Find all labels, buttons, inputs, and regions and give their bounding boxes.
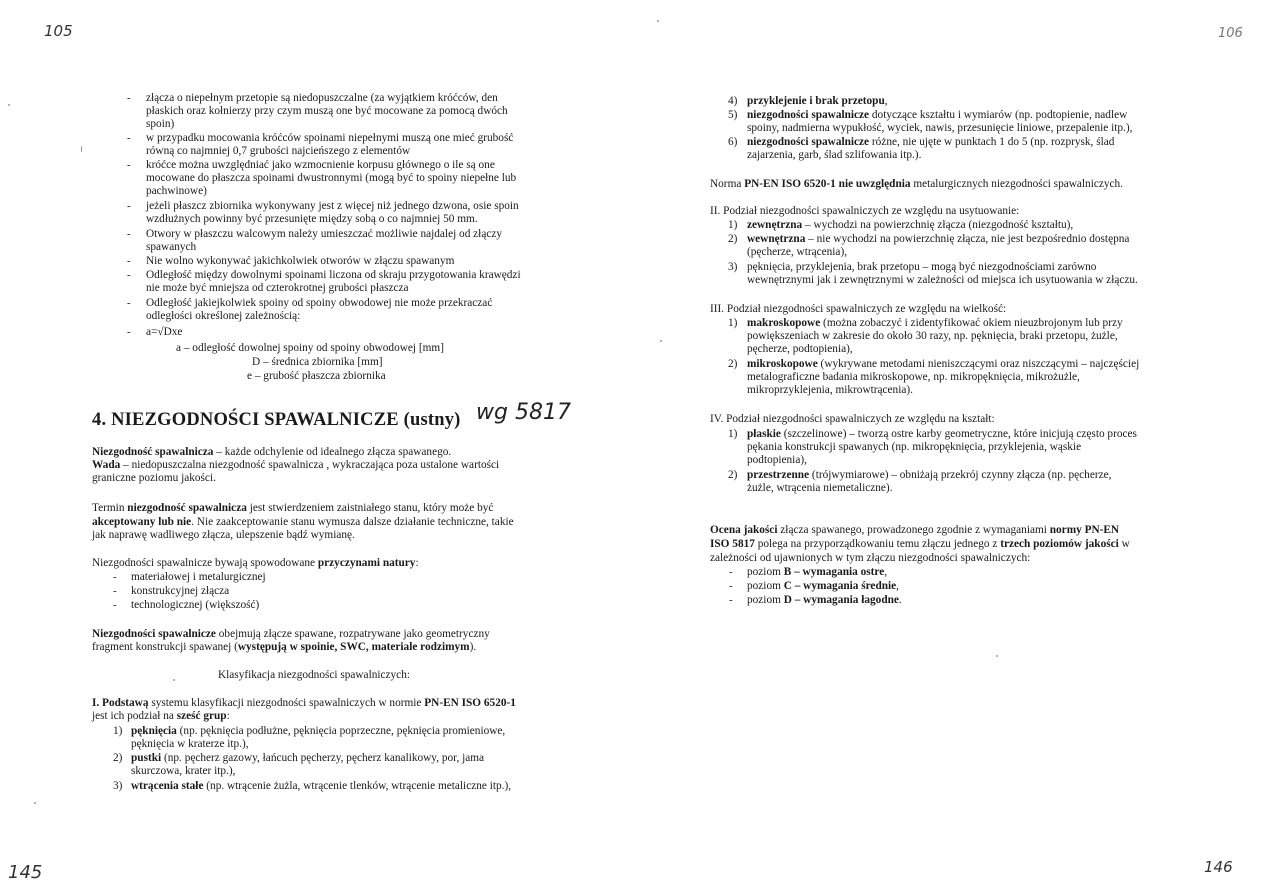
item-number: 2) — [728, 233, 738, 245]
page-number-bottom-left: 145 — [8, 862, 43, 883]
group-item-cont: zajarzenia, garb, ślad szlifowania itp.). — [747, 149, 922, 161]
cause-item: technologicznej (większość) — [131, 599, 260, 611]
classification-basis: I. Podstawą systemu klasyfikacji niezgodności spawalniczych w normie PN-EN ISO 6520-1 — [92, 697, 516, 709]
formula-legend: D – średnica zbiornika [mm] — [252, 356, 383, 368]
location-item-cont: wewnętrznymi jak i zewnętrznymi w zależności od miejsca ich usytuowania w złączu. — [747, 274, 1138, 286]
item-number: 1) — [728, 428, 738, 440]
bullet-dash: - — [127, 228, 131, 240]
term-paragraph: jak naprawę wadliwego złącza, ulepszenie bądź wymianę. — [92, 529, 355, 541]
location-item-cont: (pęcherze, wtrącenia), — [747, 246, 848, 258]
size-item-cont: pęcherze, podtopienia), — [747, 343, 853, 355]
group-number: 1) — [113, 725, 123, 737]
page-number-top-left: 105 — [44, 22, 73, 40]
bullet-text: spawanych — [146, 241, 197, 253]
bullet-dash: - — [127, 297, 131, 309]
shape-item: płaskie (szczelinowe) – tworzą ostre karby geometryczne, które inicjują często proces — [747, 428, 1137, 440]
page-number-bottom-right: 146 — [1204, 858, 1233, 876]
bullet-text: Nie wolno wykonywać jakichkolwiek otworów w złączu spawanym — [146, 255, 455, 267]
group-number: 4) — [728, 95, 738, 107]
definition-defect: Wada – niedopuszczalna niezgodność spawalnicza , wykraczająca poza ustalone wartości — [92, 459, 500, 471]
group-item: wtrącenia stałe (np. wtrącenie żużla, wtrącenie tlenków, wtrącenie metaliczne itp.), — [131, 780, 512, 792]
size-item: mikroskopowe (wykrywane metodami nieniszczącymi oraz niszczącymi – najczęściej — [747, 358, 1140, 370]
scope-paragraph: fragment konstrukcji spawanej (występują w spoinie, SWC, materiale rodzimym). — [92, 641, 477, 653]
group-item: niezgodności spawalnicze dotyczące kształtu i wymiarów (np. podtopienie, nadlew — [747, 109, 1128, 121]
bullet-text: jeżeli płaszcz zbiornika wykonywany jest z więcej niż jednego dzwona, osie spoin — [146, 200, 519, 212]
shape-item-cont: pękania konstrukcji spawanych (np. mikropęknięcia, przyklejenia, wąskie — [747, 441, 1082, 453]
group-item: przyklejenie i brak przetopu, — [747, 95, 888, 107]
location-item: wewnętrzna – nie wychodzi na powierzchnię złącza, nie jest bezpośrednio dostępna — [747, 233, 1130, 245]
section-title-size: III. Podział niezgodności spawalniczych ze względu na wielkość: — [710, 303, 1007, 315]
section-heading: 4. NIEZGODNOŚCI SPAWALNICZE (ustny) — [92, 410, 461, 430]
bullet-text: spoin) — [146, 118, 175, 130]
classification-basis: jest ich podział na sześć grup: — [92, 710, 230, 722]
group-number: 5) — [728, 109, 738, 121]
group-item-cont: spoiny, nadmierna wypukłość, wyciek, nawis, przesunięcie liniowe, przepalenie itp.), — [747, 122, 1133, 134]
quality-paragraph: zależności od ujawnionych w tym złączu niezgodności spawalniczych: — [710, 552, 1031, 564]
bullet-text: Otwory w płaszczu walcowym należy umieszczać możliwie najdalej od złączy — [146, 228, 503, 240]
term-paragraph: akceptowany lub nie. Nie zaakceptowanie stanu wymusza dalsze działanie techniczne, takie — [92, 516, 514, 528]
formula-legend: a – odległość dowolnej spoiny od spoiny obwodowej [mm] — [176, 342, 444, 354]
quality-paragraph: ISO 5817 polega na przyporządkowaniu temu złączu jednego z trzech poziomów jakości w — [710, 538, 1130, 550]
group-item-cont: skurczowa, krater itp.), — [131, 765, 236, 777]
size-item-cont: mikroprzyklejenia, mikrowtrącenia). — [747, 384, 913, 396]
bullet-dash: - — [127, 269, 131, 281]
size-item: makroskopowe (można zobaczyć i zidentyfikować okiem nieuzbrojonym lub przy — [747, 317, 1123, 329]
formula-legend: e – grubość płaszcza zbiornika — [247, 370, 386, 382]
bullet-text: równą co najmniej 0,7 grubości najcieńszego z elementów — [146, 145, 411, 157]
bullet-dash: - — [113, 599, 117, 611]
bullet-text: wzdłużnych powinny być przesunięte między sobą o co najmniej 50 mm. — [146, 213, 478, 225]
quality-paragraph: Ocena jakości złącza spawanego, prowadzonego zgodnie z wymaganiami normy PN-EN — [710, 524, 1120, 536]
section-title-shape: IV. Podział niezgodności spawalniczych ze względu na kształt: — [710, 413, 995, 425]
bullet-dash: - — [127, 200, 131, 212]
shape-item-cont: podtopienia), — [747, 454, 807, 466]
cause-item: materiałowej i metalurgicznej — [131, 571, 266, 583]
page-number-top-right: 106 — [1218, 26, 1243, 41]
bullet-text: nie może być mniejsza od czterokrotnej grubości płaszcza — [146, 282, 409, 294]
item-number: 3) — [728, 261, 738, 273]
shape-item-cont: żużle, wtrącenia niemetaliczne). — [747, 482, 893, 494]
bullet-text: Odległość między dowolnymi spoinami liczona od skraju przygotowania krawędzi — [146, 269, 521, 281]
scope-paragraph: Niezgodności spawalnicze obejmują złącze spawane, rozpatrywane jako geometryczny — [92, 628, 490, 640]
term-paragraph: Termin niezgodność spawalnicza jest stwierdzeniem zaistniałego stanu, który może być — [92, 502, 494, 514]
group-number: 2) — [113, 752, 123, 764]
group-item-cont: pęknięcia w kraterze itp.), — [131, 738, 249, 750]
group-number: 3) — [113, 780, 123, 792]
group-item: niezgodności spawalnicze różne, nie ujęte w punktach 1 do 5 (np. rozprysk, ślad — [747, 136, 1115, 148]
cause-item: konstrukcyjnej złącza — [131, 585, 230, 597]
bullet-dash: - — [127, 92, 131, 104]
quality-level: poziom D – wymagania łagodne. — [747, 594, 902, 606]
bullet-dash: - — [113, 585, 117, 597]
causes-intro: Niezgodności spawalnicze bywają spowodowane przyczynami natury: — [92, 557, 419, 569]
definition-nonconformity: Niezgodność spawalnicza – każde odchylenie od idealnego złącza spawanego. — [92, 446, 452, 458]
handwritten-note: wg 5817 — [476, 400, 571, 425]
location-item: pęknięcia, przyklejenia, brak przetopu – mogą być niezgodnościami zarówno — [747, 261, 1097, 273]
bullet-text: mocowane do płaszcza spoinami dwustronnymi (mogą być to spoiny niepełne lub — [146, 172, 517, 184]
size-item-cont: powiększeniach w zakresie do około 30 razy, np. pęknięcia, braki przetopu, żużle, — [747, 330, 1118, 342]
bullet-text: odległości określonej zależnością: — [146, 310, 301, 322]
bullet-text: w przypadku mocowania króćców spoinami niepełnymi muszą one mieć grubość — [146, 132, 514, 144]
bullet-dash: - — [127, 132, 131, 144]
classification-title: Klasyfikacja niezgodności spawalniczych: — [218, 669, 410, 681]
shape-item: przestrzenne (trójwymiarowe) – obniżają przekrój czynny złącza (np. pęcherze, — [747, 469, 1112, 481]
bullet-text: króćce można uwzględniać jako wzmocnienie korpusu głównego o ile są one — [146, 159, 495, 171]
group-item: pęknięcia (np. pęknięcia podłużne, pęknięcia poprzeczne, pęknięcia promieniowe, — [131, 725, 506, 737]
quality-level: poziom B – wymagania ostre, — [747, 566, 888, 578]
location-item: zewnętrzna – wychodzi na powierzchnię złącza (niezgodność kształtu), — [747, 219, 1074, 231]
bullet-dash: - — [729, 594, 733, 606]
item-number: 2) — [728, 358, 738, 370]
bullet-dash: - — [127, 255, 131, 267]
bullet-dash: - — [729, 566, 733, 578]
norm-note: Norma PN-EN ISO 6520-1 nie uwzględnia metalurgicznych niezgodności spawalniczych. — [710, 178, 1124, 190]
item-number: 1) — [728, 219, 738, 231]
bullet-text: płaskich oraz kołnierzy przy czym muszą one być mocowane za pomocą dwóch — [146, 105, 508, 117]
size-item-cont: metalograficzne badania mikroskopowe, np. mikropęknięcia, mikrożużle, — [747, 371, 1080, 383]
section-title-location: II. Podział niezgodności spawalniczych ze względu na usytuowanie: — [710, 205, 1020, 217]
group-number: 6) — [728, 136, 738, 148]
item-number: 2) — [728, 469, 738, 481]
definition-defect-cont: graniczne poziomu jakości. — [92, 472, 216, 484]
quality-level: poziom C – wymagania średnie, — [747, 580, 899, 592]
bullet-text: złącza o niepełnym przetopie są niedopuszczalne (za wyjątkiem króćców, den — [146, 92, 498, 104]
item-number: 1) — [728, 317, 738, 329]
bullet-dash: - — [127, 159, 131, 171]
bullet-dash: - — [127, 326, 131, 338]
bullet-text: Odległość jakiejkolwiek spoiny od spoiny obwodowej nie może przekraczać — [146, 297, 493, 309]
bullet-dash: - — [729, 580, 733, 592]
bullet-text: pachwinowe) — [146, 185, 207, 197]
bullet-dash: - — [113, 571, 117, 583]
group-item: pustki (np. pęcherz gazowy, łańcuch pęcherzy, pęcherz kanalikowy, por, jama — [131, 752, 485, 764]
formula: a=√Dxe — [146, 326, 183, 338]
